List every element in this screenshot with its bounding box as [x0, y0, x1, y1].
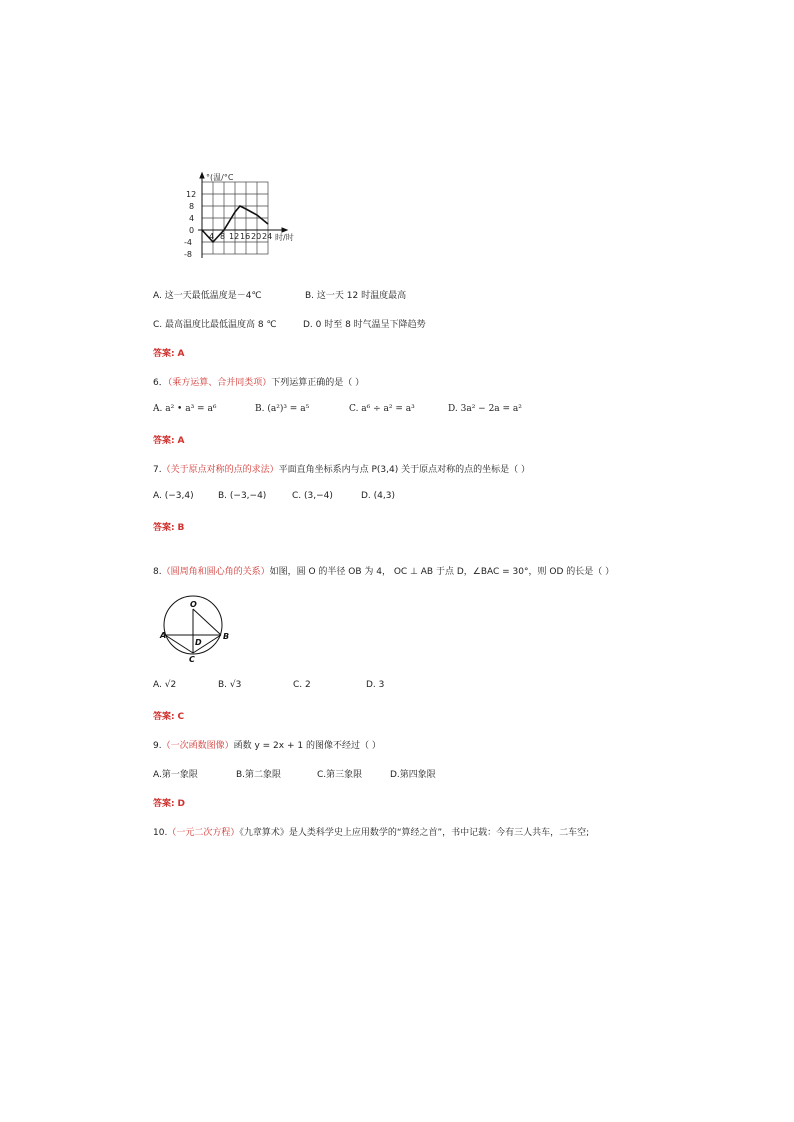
q6-text: 下列运算正确的是（ ） [271, 378, 365, 388]
q7-tag: （关于原点对称的点的求法） [161, 465, 279, 475]
q7-option-a: A. (−3,4) [153, 491, 194, 501]
q7-number: 7. [153, 465, 162, 475]
q6-stem [153, 375, 364, 388]
graph-y-tick: 12 [186, 190, 197, 199]
q5-answer [153, 346, 184, 359]
q7-option-b: B. (−3,−4) [218, 491, 267, 501]
answer-value: D [177, 799, 185, 809]
q6-tag: （乘方运算、合并同类项） [167, 378, 272, 388]
q9-stem [153, 738, 381, 751]
q9-option-c: C.第三象限 [317, 770, 363, 780]
q6-option-a: A. a² • a³ = a⁶ [153, 404, 217, 414]
graph-x-tick: 8 [220, 232, 226, 241]
graph-y-tick: 0 [189, 226, 195, 235]
graph-y-tick: 4 [189, 214, 195, 223]
q7-stem [153, 462, 530, 475]
answer-label: 答案: [153, 349, 175, 359]
graph-x-tick: 4 [209, 232, 215, 241]
answer-value: A [177, 436, 185, 446]
q8-tag: （圆周角和圆心角的关系） [161, 567, 270, 577]
q6-answer [153, 433, 184, 446]
q7-answer [153, 520, 184, 533]
answer-label: 答案: [153, 523, 175, 533]
graph-y-label: °(温/°C [206, 173, 234, 182]
q5-option-a: A. 这一天最低温度是－4℃ [153, 291, 262, 301]
point-a-label: A [160, 631, 167, 640]
q10-tag: （一元二次方程） [167, 828, 240, 838]
q10-text: 《九章算术》是人类科学史上应用数学的“算经之首”，书中记载：今有三人共车，二车空; [239, 828, 590, 838]
q8-stem [153, 564, 614, 577]
answer-value: C [177, 712, 185, 722]
circle-figure [158, 592, 238, 664]
q5-option-b: B. 这一天 12 时温度最高 [305, 291, 407, 301]
q6-option-c: C. a⁶ ÷ a² = a³ [349, 404, 415, 414]
q9-option-b: B.第二象限 [236, 770, 282, 780]
q8-number: 8. [153, 567, 162, 577]
point-c-label: C [189, 655, 195, 664]
q9-text: 函数 y = 2x + 1 的图像不经过（ ） [233, 741, 381, 751]
graph-x-tick: 24 [262, 232, 273, 241]
q9-number: 9. [153, 741, 162, 751]
q7-text: 平面直角坐标系内与点 P(3,4) 关于原点对称的点的坐标是（ ） [278, 465, 530, 475]
graph-x-tick: 12 [229, 232, 240, 241]
q8-option-d: D. 3 [366, 680, 385, 690]
q7-option-d: D. (4,3) [361, 491, 395, 501]
q8-option-c: C. 2 [293, 680, 311, 690]
q8-option-b: B. √3 [218, 680, 242, 690]
q6-number: 6． [153, 378, 168, 388]
graph-y-tick: 8 [189, 202, 195, 211]
point-b-label: B [223, 632, 230, 641]
q9-tag: （一次函数图像） [161, 741, 234, 751]
point-d-label: D [195, 638, 202, 647]
answer-value: B [177, 523, 185, 533]
q5-option-d: D. 0 时至 8 时气温呈下降趋势 [303, 320, 426, 330]
q6-option-d: D. 3a² − 2a = a² [448, 404, 522, 414]
q9-option-a: A.第一象限 [153, 770, 198, 780]
answer-value: A [177, 349, 185, 359]
point-o-label: O [190, 600, 197, 609]
q8-text: 如图，圆 O 的半径 OB 为 4， OC ⊥ AB 于点 D，∠BAC = 30°，则 OD 的长是（ ） [269, 567, 615, 577]
q8-answer [153, 709, 184, 722]
q10-number: 10. [153, 828, 168, 838]
q8-option-a: A. √2 [153, 680, 177, 690]
q9-answer [153, 796, 185, 809]
graph-x-tick: 16 [240, 232, 251, 241]
q5-option-c: C. 最高温度比最低温度高 8 ℃ [153, 320, 277, 330]
q10-stem [153, 825, 589, 838]
q7-option-c: C. (3,−4) [292, 491, 333, 501]
graph-x-label: 时/时 [275, 233, 294, 242]
q6-option-b: B. (a²)³ = a⁵ [255, 404, 310, 414]
graph-x-tick: 20 [251, 232, 262, 241]
answer-label: 答案: [153, 712, 175, 722]
graph-y-tick: -8 [184, 250, 192, 259]
temperature-graph [180, 170, 320, 262]
answer-label: 答案: [153, 799, 175, 809]
answer-label: 答案: [153, 436, 175, 446]
q9-option-d: D.第四象限 [390, 770, 436, 780]
graph-y-tick: -4 [184, 238, 192, 247]
